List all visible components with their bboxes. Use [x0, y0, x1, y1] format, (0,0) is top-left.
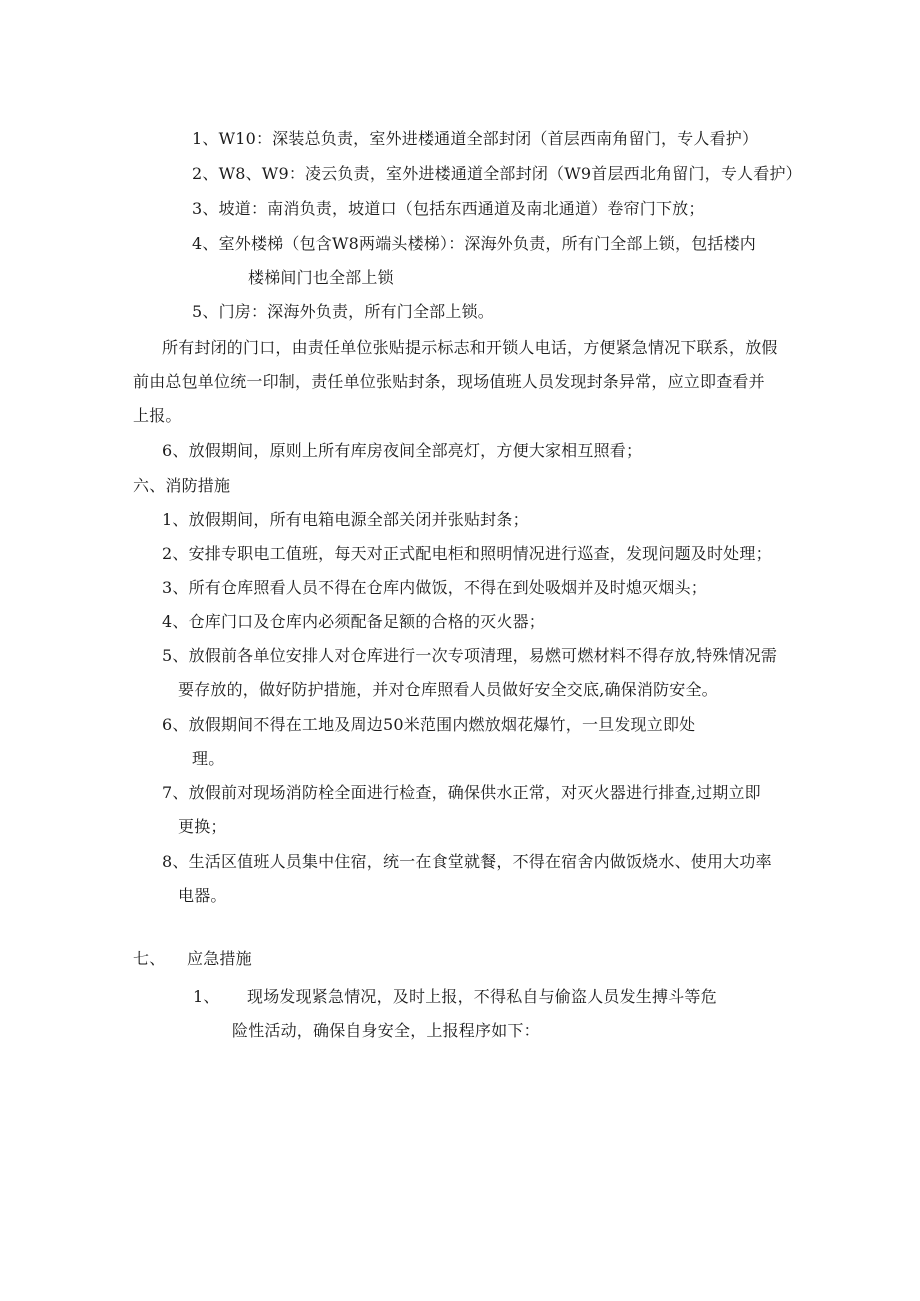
fire-item-8-cont: 电器。 [178, 886, 227, 905]
item-ramp: 3、坡道：南消负责，坡道口（包括东西通道及南北通道）卷帘门下放； [192, 199, 705, 218]
emergency-item-1-cont: 险性活动，确保自身安全，上报程序如下： [232, 1021, 540, 1040]
paragraph-seal-line-3: 上报。 [133, 406, 182, 425]
fire-item-2: 2、安排专职电工值班，每天对正式配电柜和照明情况进行巡查，发现问题及时处理； [162, 544, 772, 563]
fire-item-5: 5、放假前各单位安排人对仓库进行一次专项清理，易燃可燃材料不得存放,特殊情况需 [162, 646, 778, 665]
fire-item-6: 6、放假期间不得在工地及周边50米范围内燃放烟花爆竹，一旦发现立即处 [162, 715, 696, 734]
fire-item-5-cont: 要存放的，做好防护措施，并对仓库照看人员做好安全交底,确保消防安全。 [178, 680, 718, 699]
paragraph-seal-line-1: 所有封闭的门口，由责任单位张贴提示标志和开锁人电话，方便紧急情况下联系，放假 [162, 338, 778, 357]
item-lights: 6、放假期间，原则上所有库房夜间全部亮灯，方便大家相互照看； [162, 441, 643, 460]
section-heading-fire: 六、消防措施 [133, 476, 231, 495]
section-heading-emergency: 应急措施 [187, 949, 252, 968]
fire-item-7-cont: 更换； [178, 817, 227, 836]
fire-item-3: 3、所有仓库照看人员不得在仓库内做饭，不得在到处吸烟并及时熄灭烟头； [162, 578, 707, 597]
fire-item-8: 8、生活区值班人员集中住宿，统一在食堂就餐，不得在宿舍内做饭烧水、使用大功率 [162, 852, 772, 871]
fire-item-6-cont: 理。 [192, 749, 225, 768]
section-number-emergency: 七、 [133, 949, 166, 968]
fire-item-7: 7、放假前对现场消防栓全面进行检查，确保供水正常，对灭火器进行排查,过期立即 [162, 783, 761, 802]
emergency-item-1-number: 1、 [193, 987, 220, 1006]
fire-item-4: 4、仓库门口及仓库内必须配备足额的合格的灭火器； [162, 612, 545, 631]
item-w10: 1、W10：深装总负责，室外进楼通道全部封闭（首层西南角留门，专人看护） [192, 129, 759, 148]
item-outdoor-stairs-cont: 楼梯间门也全部上锁 [248, 268, 394, 287]
item-w8-w9: 2、W8、W9：凌云负责，室外进楼通道全部封闭（W9首层西北角留门，专人看护） [192, 164, 802, 183]
fire-item-1: 1、放假期间，所有电箱电源全部关闭并张贴封条； [162, 510, 529, 529]
emergency-item-1: 现场发现紧急情况，及时上报，不得私自与偷盗人员发生搏斗等危 [247, 987, 717, 1006]
paragraph-seal-line-2: 前由总包单位统一印制，责任单位张贴封条，现场值班人员发现封条异常，应立即查看并 [133, 372, 765, 391]
item-outdoor-stairs: 4、室外楼梯（包含W8两端头楼梯）：深海外负责，所有门全部上锁，包括楼内 [192, 234, 757, 253]
item-gatehouse: 5、门房：深海外负责，所有门全部上锁。 [192, 302, 494, 321]
